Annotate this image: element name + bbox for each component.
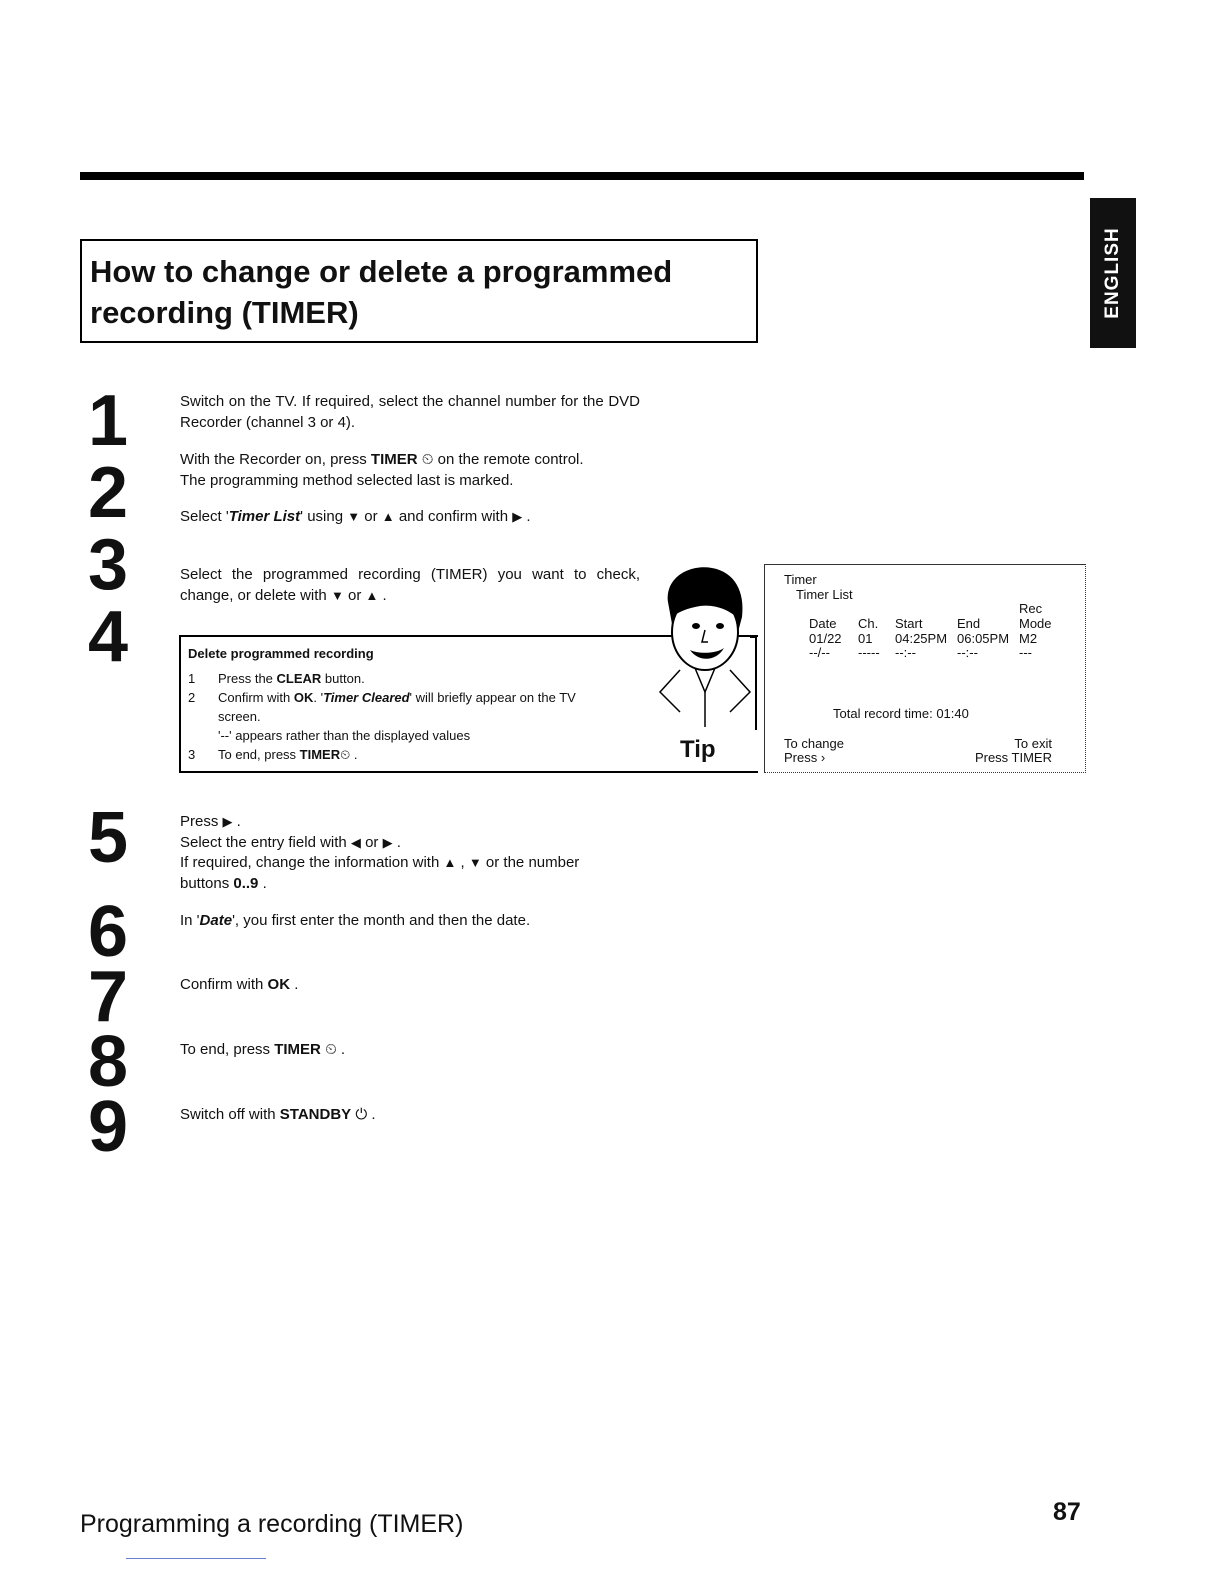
tip-item: 1 Press the CLEAR button. xyxy=(188,671,365,686)
footer-section-title: Programming a recording (TIMER) xyxy=(80,1510,464,1538)
screen-rec-label: Rec xyxy=(1019,601,1043,616)
row1-end: 06:05PM xyxy=(957,631,1010,646)
change-label: To change xyxy=(784,736,844,751)
down-arrow-icon: ▼ xyxy=(468,855,482,870)
tip-item: 2 Confirm with OK. 'Timer Cleared' will briefly appear on the TV screen. '--' appears rather than the displayed values xyxy=(188,690,576,743)
step-numbers-5-9 xyxy=(88,798,129,1167)
title-box xyxy=(80,239,758,343)
row1-mode: M2 xyxy=(1019,631,1038,646)
step-7-text: Confirm with OK . xyxy=(180,976,299,993)
row2-ch: ----- xyxy=(858,645,880,660)
header-end: End xyxy=(957,616,981,631)
tip-heading: Delete programmed recording xyxy=(188,646,374,661)
screen-subtitle: Timer List xyxy=(796,587,853,602)
step-2-text: With the Recorder on, press TIMER ⏲ on the remote control. The programming method selected last is marked. xyxy=(180,451,584,489)
step-number: 5 xyxy=(88,798,129,878)
step-number: 8 xyxy=(88,1022,129,1102)
step-number: 1 xyxy=(88,381,129,461)
tip-mascot-illustration xyxy=(650,562,760,742)
row2-end: --:-- xyxy=(957,645,978,660)
step-5-text: Press ▶ . Select the entry field with ◀ or ▶ . If required, change the information with ▲ , ▼ or the number buttons 0..9 . xyxy=(180,813,580,892)
page-title: How to change or delete a programmed recording (TIMER) xyxy=(90,254,673,330)
language-tab-label: ENGLISH xyxy=(1102,227,1123,319)
header-ch: Ch. xyxy=(858,616,879,631)
step-9-text: Switch off with STANDBY ⏻ . xyxy=(180,1106,376,1123)
up-arrow-icon: ▲ xyxy=(365,587,379,603)
step-4-text: Select the programmed recording (TIMER) you want to check, change, or delete with ▼ or ▲ . xyxy=(180,566,640,604)
timer-icon: ⏲ xyxy=(421,451,434,468)
tip-label: Tip xyxy=(680,736,716,763)
step-8-text: To end, press TIMER ⏲ . xyxy=(180,1041,346,1058)
row1-date: 01/22 xyxy=(809,631,842,646)
exit-label: To exit xyxy=(1014,736,1052,751)
timer-icon: ⏲ xyxy=(340,747,351,762)
step-6-text: In 'Date', you first enter the month and then the date. xyxy=(180,912,531,929)
header-start: Start xyxy=(895,616,923,631)
top-rule xyxy=(80,172,1084,180)
header-mode: Mode xyxy=(1019,616,1052,631)
tip-content xyxy=(188,644,648,764)
total-record-time: Total record time: 01:40 xyxy=(833,706,969,721)
up-arrow-icon: ▲ xyxy=(443,855,457,870)
row2-mode: --- xyxy=(1019,645,1032,660)
exit-press: Press TIMER xyxy=(974,750,1052,765)
step-number: 9 xyxy=(88,1087,129,1167)
left-arrow-icon: ◀ xyxy=(350,834,361,850)
change-press: Press › xyxy=(784,750,826,765)
down-arrow-icon: ▼ xyxy=(330,587,344,603)
screen-title: Timer xyxy=(784,572,817,587)
step-numbers-1-4 xyxy=(88,381,129,677)
step-3-text: Select 'Timer List' using ▼ or ▲ and confirm with ▶ . xyxy=(180,508,531,525)
down-arrow-icon: ▼ xyxy=(347,509,361,524)
step-number: 6 xyxy=(88,892,129,972)
right-arrow-icon: ▶ xyxy=(382,834,393,850)
page-number: 87 xyxy=(1053,1498,1081,1526)
right-arrow-icon: ▶ xyxy=(512,509,523,524)
row1-ch: 01 xyxy=(858,631,873,646)
step-number: 3 xyxy=(88,525,129,605)
step-number: 7 xyxy=(88,957,129,1037)
language-tab xyxy=(1090,198,1136,348)
standby-icon: ⏻ xyxy=(355,1106,368,1123)
step-number: 2 xyxy=(88,453,129,533)
step-1-text: Switch on the TV. If required, select the channel number for the DVD Recorder (channel 3 or 4). xyxy=(180,393,640,431)
header-date: Date xyxy=(809,616,837,631)
row2-start: --:-- xyxy=(895,645,916,660)
step-number: 4 xyxy=(88,597,129,677)
timer-icon: ⏲ xyxy=(325,1041,337,1058)
row1-start: 04:25PM xyxy=(895,631,948,646)
row2-date: --/-- xyxy=(809,645,830,660)
footer-underline xyxy=(126,1558,266,1559)
tip-item: 3 To end, press TIMER⏲ . xyxy=(188,747,358,762)
tv-screen-timer-list xyxy=(764,564,1086,773)
right-arrow-icon: ▶ xyxy=(222,814,233,829)
up-arrow-icon: ▲ xyxy=(381,509,395,524)
